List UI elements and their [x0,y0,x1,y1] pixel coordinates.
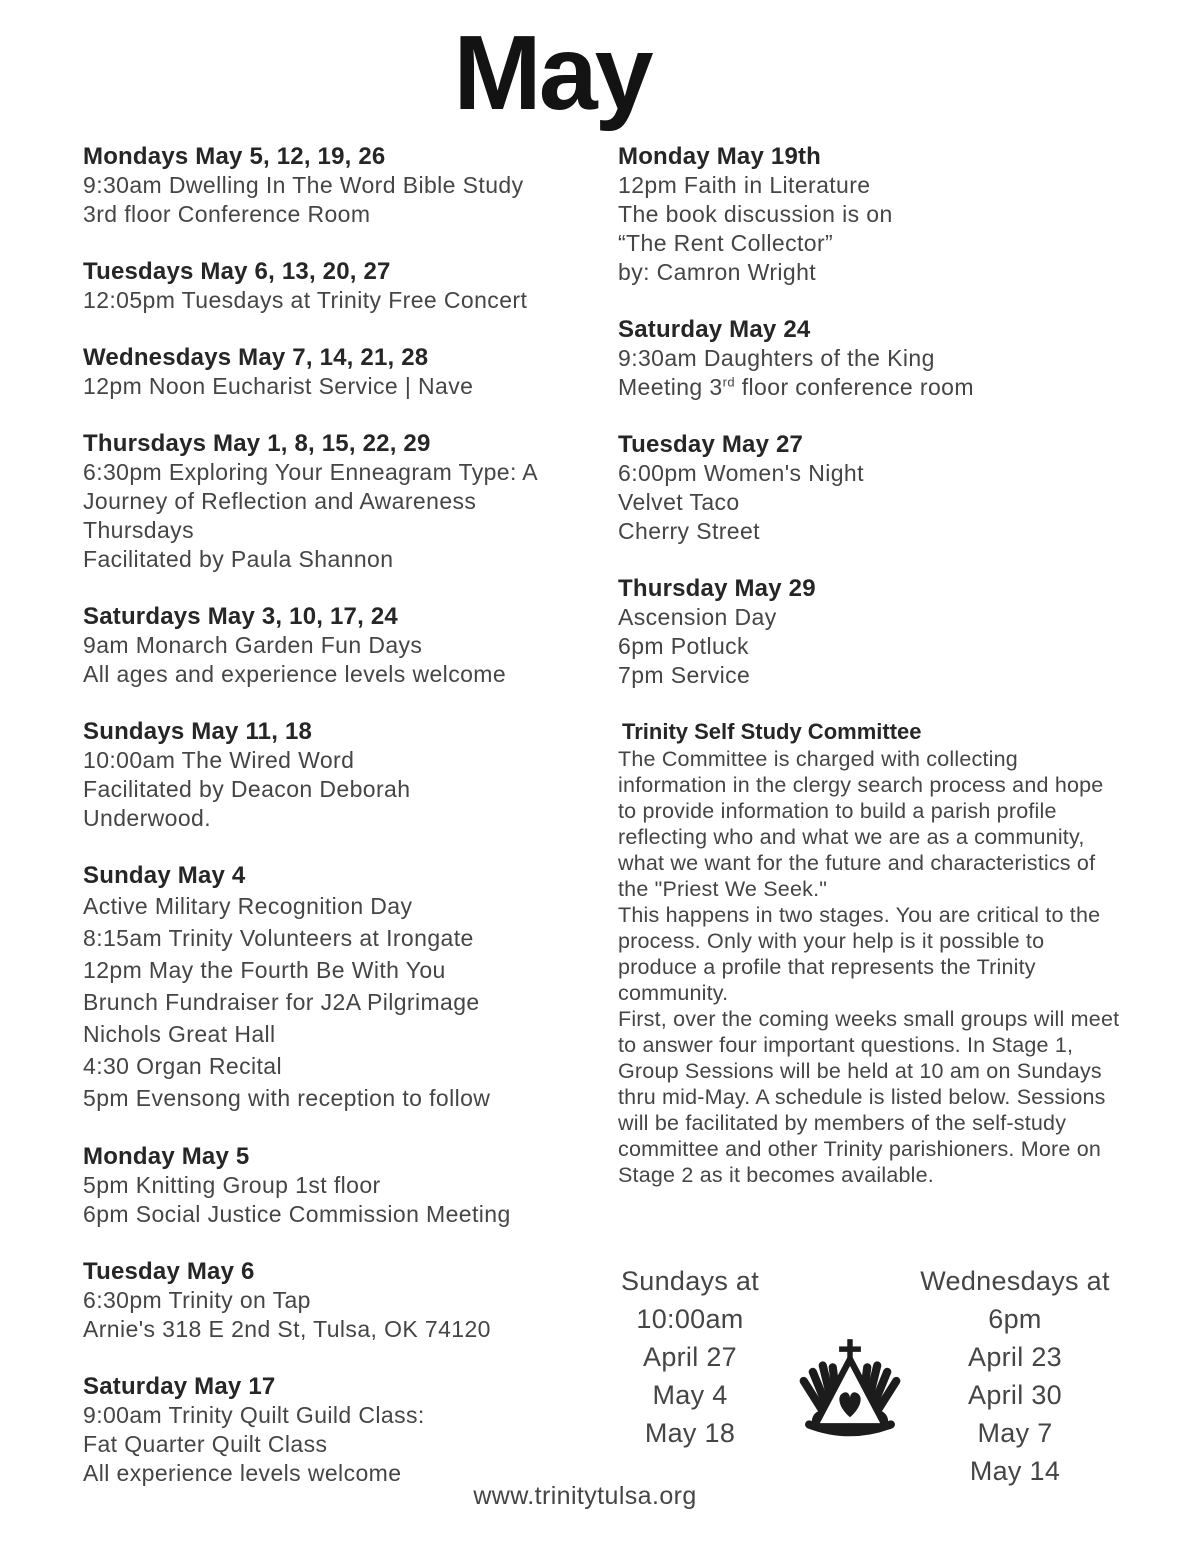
event-heading: Thursday May 29 [618,575,816,602]
committee-heading: Trinity Self Study Committee [622,719,922,744]
event-line: 7pm Service [618,662,751,688]
event-heading: Monday May 19th [618,143,822,170]
event-heading: Wednesdays May 7, 14, 21, 28 [83,344,429,371]
event-section-tuesdays [83,257,611,315]
event-line: 5pm Knitting Group 1st floor [83,1172,381,1198]
event-heading: Sundays May 11, 18 [83,718,313,745]
schedule-date: April 27 [643,1342,737,1372]
event-line: by: Camron Wright [618,259,817,285]
committee-section [618,718,1123,1188]
event-line: Facilitated by Paula Shannon [83,546,394,572]
event-line: “The Rent Collector” [618,230,834,256]
event-section-monday-may-5 [83,1142,611,1229]
line-text: floor conference room [734,374,974,400]
superscript-ordinal: rd [722,374,735,390]
event-heading: Sunday May 4 [83,862,246,889]
event-line: 3rd floor Conference Room [83,201,371,227]
event-line: Underwood. [83,805,212,831]
committee-paragraph: First, over the coming weeks small groups will meet to answer four important questions. In Stage 1, Group Sessions will be held at 10 am on Sundays thru mid-May. A schedule is listed below. Sessions will be facilitated by members of the self-study committee and other Trinity parishioners. More on Stage 2 as it becomes available. [618,1007,1120,1187]
event-line: Nichols Great Hall [83,1021,276,1047]
event-line: 8:15am Trinity Volunteers at Irongate [83,925,474,951]
committee-paragraph: The Committee is charged with collecting information in the clergy search process and hope to provide information to build a parish profile reflecting who and what we are as a community, what we want for the future and characteristics of the "Priest We Seek." [618,747,1104,901]
hands-crown-cross-heart-icon [791,1433,909,1450]
event-heading: Tuesday May 27 [618,431,804,458]
page-title: May [453,14,651,132]
event-line: Thursdays [83,517,194,543]
event-heading: Thursdays May 1, 8, 15, 22, 29 [83,430,431,457]
event-line: 6:00pm Women's Night [618,460,864,486]
schedule-header-line: 10:00am [636,1304,744,1334]
event-line: Brunch Fundraiser for J2A Pilgrimage [83,989,480,1015]
event-line [618,373,1123,402]
event-line: All ages and experience levels welcome [83,661,507,687]
schedule-header-line: Wednesdays at [920,1266,1110,1296]
event-section-saturday-may-24 [618,315,1123,402]
event-heading: Tuesday May 6 [83,1258,255,1285]
event-section-thursdays [83,429,611,574]
event-line: 9:00am Trinity Quilt Guild Class: [83,1402,425,1428]
event-heading: Monday May 5 [83,1143,250,1170]
event-line: 4:30 Organ Recital [83,1053,282,1079]
event-section-wednesdays [83,343,611,401]
event-line: 12pm Noon Eucharist Service | Nave [83,373,474,399]
event-line: 9:30am Daughters of the King [618,345,935,371]
event-section-thursday-may-29 [618,574,1123,690]
line-text: Meeting 3 [618,374,723,400]
schedule-header-line: Sundays at [620,1266,760,1296]
sundays-schedule [590,1262,790,1452]
event-section-monday-may-19 [618,142,1123,287]
event-line: 12pm Faith in Literature [618,172,871,198]
event-line: Arnie's 318 E 2nd St, Tulsa, OK 74120 [83,1316,491,1342]
event-line: The book discussion is on [618,201,893,227]
schedule-date: May 7 [977,1418,1053,1448]
event-section-saturday-may-17 [83,1372,611,1488]
event-heading: Tuesdays May 6, 13, 20, 27 [83,258,391,285]
event-heading: Mondays May 5, 12, 19, 26 [83,143,386,170]
event-line: 6:30pm Exploring Your Enneagram Type: A [83,459,539,485]
event-section-tuesday-may-27 [618,430,1123,546]
event-line: 9:30am Dwelling In The Word Bible Study [83,172,524,198]
left-column [83,142,611,1516]
event-line: Velvet Taco [618,489,740,515]
event-line: Ascension Day [618,604,777,630]
wednesdays-schedule [910,1262,1120,1490]
event-line: 12pm May the Fourth Be With You [83,957,446,983]
event-section-tuesday-may-6 [83,1257,611,1344]
event-line: Facilitated by Deacon Deborah [83,776,411,802]
event-line: Active Military Recognition Day [83,893,413,919]
event-section-mondays [83,142,611,229]
event-line: 9am Monarch Garden Fun Days [83,632,423,658]
schedule-date: May 18 [644,1418,736,1448]
right-column [618,142,1123,1188]
event-line: All experience levels welcome [83,1460,402,1486]
website-url: www.trinitytulsa.org [473,1482,697,1510]
session-schedules [590,1262,1120,1490]
event-heading: Saturday May 17 [83,1373,276,1400]
event-line: 5pm Evensong with reception to follow [83,1085,491,1111]
event-line: Journey of Reflection and Awareness [83,488,477,514]
event-heading: Saturdays May 3, 10, 17, 24 [83,603,398,630]
event-line: 12:05pm Tuesdays at Trinity Free Concert [83,287,528,313]
committee-paragraph: This happens in two stages. You are critical to the process. Only with your help is it possible to produce a profile that represents the Trinity community. [618,903,1101,1005]
event-heading: Saturday May 24 [618,316,811,343]
event-line: Cherry Street [618,518,760,544]
event-section-saturdays [83,602,611,689]
event-section-sundays [83,717,611,833]
schedule-header-line: 6pm [988,1304,1042,1334]
schedule-date: April 30 [968,1380,1062,1410]
event-line: 10:00am The Wired Word [83,747,355,773]
event-line: Fat Quarter Quilt Class [83,1431,328,1457]
event-line: 6pm Social Justice Commission Meeting [83,1201,511,1227]
event-line: 6:30pm Trinity on Tap [83,1287,311,1313]
schedule-date: April 23 [968,1342,1062,1372]
event-section-sunday-may-4 [83,861,611,1114]
event-line: 6pm Potluck [618,633,749,659]
schedule-date: May 14 [969,1456,1061,1486]
schedule-icon-box [790,1262,910,1451]
schedule-date: May 4 [652,1380,728,1410]
